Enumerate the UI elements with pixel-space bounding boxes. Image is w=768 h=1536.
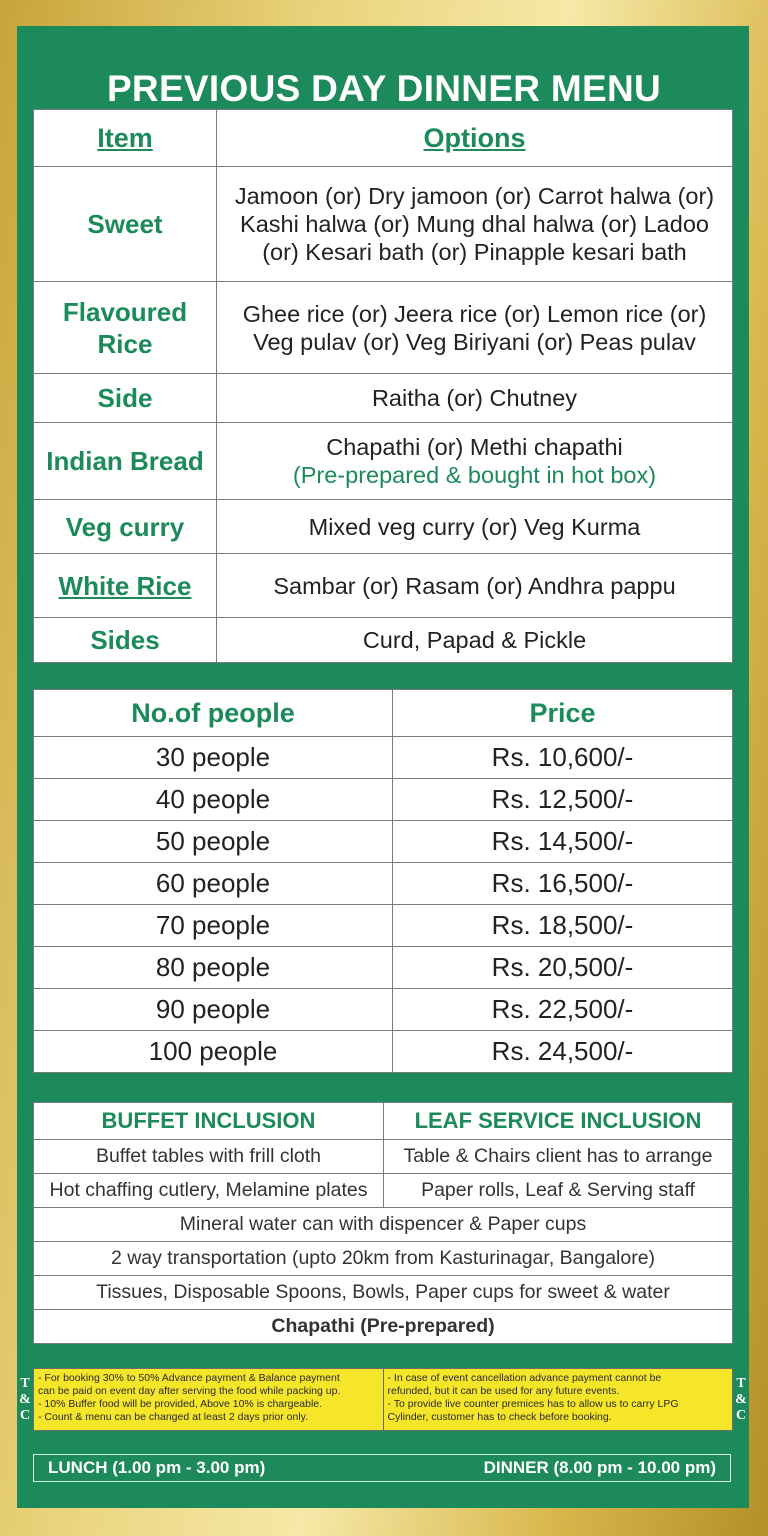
option-line: (or) Kesari bath (or) Pinapple kesari bath [262,239,687,265]
people-count: 30 people [34,737,393,779]
menu-row-veg-curry [34,500,733,554]
people-count: 40 people [34,779,393,821]
price-row [34,989,733,1031]
common-inclusion-item: Mineral water can with dispencer & Paper cups [34,1208,733,1242]
option-line: Kashi halwa (or) Mung dhal halwa (or) Ladoo [240,211,709,237]
inclusion-row [34,1140,733,1174]
terms-right-column [383,1369,733,1430]
terms-line: Cylinder, customer has to check before booking. [387,1411,612,1423]
menu-options: Raitha (or) Chutney [217,374,733,423]
terms-line: - 10% Buffer food will be provided, Above 10% is chargeable. [38,1398,323,1410]
lunch-timing: LUNCH (1.00 pm - 3.00 pm) [48,1458,266,1477]
people-count: 100 people [34,1031,393,1073]
inclusion-row [34,1174,733,1208]
terms-label-char: C [19,1408,31,1423]
terms-label-char: C [735,1408,747,1423]
price-header-price: Price [393,690,733,737]
menu-item-line: Rice [97,328,153,359]
terms-label-left [18,1376,32,1424]
price-header-people: No.of people [34,690,393,737]
option-line: Veg pulav (or) Veg Biriyani (or) Peas pulav [253,328,696,355]
menu-table [33,109,733,663]
terms-line: refunded, but it can be used for any future events. [387,1385,620,1397]
price-row [34,863,733,905]
menu-header-options: Options [217,110,733,167]
option-note: (Pre-prepared & bought in hot box) [292,462,657,488]
menu-options [217,423,733,500]
price-table [33,689,733,1073]
price-value: Rs. 16,500/- [393,863,733,905]
price-row [34,905,733,947]
terms-label-char: & [735,1392,747,1407]
price-header-row [34,690,733,737]
terms-label-char: T [20,1376,30,1391]
menu-options: Curd, Papad & Pickle [217,618,733,663]
menu-row-side [34,374,733,423]
terms-line: - Count & menu can be changed at least 2 days prior only. [38,1411,309,1423]
terms-line: - To provide live counter premices has to allow us to carry LPG [387,1398,679,1410]
people-count: 80 people [34,947,393,989]
common-inclusion-item: Tissues, Disposable Spoons, Bowls, Paper cups for sweet & water [34,1276,733,1310]
leaf-inclusion-item: Table & Chairs client has to arrange [384,1140,733,1174]
menu-options [217,167,733,282]
menu-row-sides [34,618,733,663]
inclusion-footer: Chapathi (Pre-prepared) [34,1310,733,1344]
menu-header-row [34,110,733,167]
price-row [34,737,733,779]
leaf-inclusion-header: LEAF SERVICE INCLUSION [384,1103,733,1140]
price-value: Rs. 20,500/- [393,947,733,989]
people-count: 60 people [34,863,393,905]
menu-row-flavoured-rice [34,282,733,374]
option-line: Ghee rice (or) Jeera rice (or) Lemon rice (or) [242,300,707,327]
price-value: Rs. 10,600/- [393,737,733,779]
menu-item: Sides [34,618,217,663]
leaf-inclusion-item: Paper rolls, Leaf & Serving staff [384,1174,733,1208]
menu-item-line: Flavoured [62,296,188,327]
inclusion-row [34,1242,733,1276]
dinner-timing: DINNER (8.00 pm - 10.00 pm) [483,1458,716,1477]
page-title: PREVIOUS DAY DINNER MENU [0,68,768,110]
menu-item: Indian Bread [34,423,217,500]
terms-line: - In case of event cancellation advance payment cannot be [387,1372,662,1384]
menu-item [34,282,217,374]
common-inclusion-item: 2 way transportation (upto 20km from Kasturinagar, Bangalore) [34,1242,733,1276]
price-row [34,821,733,863]
terms-label-char: T [736,1376,746,1391]
inclusion-row [34,1276,733,1310]
menu-options: Sambar (or) Rasam (or) Andhra pappu [217,554,733,618]
menu-item: Side [34,374,217,423]
timings-bar [33,1454,731,1482]
buffet-inclusion-item: Buffet tables with frill cloth [34,1140,384,1174]
menu-options: Mixed veg curry (or) Veg Kurma [217,500,733,554]
menu-header-item: Item [34,110,217,167]
people-count: 70 people [34,905,393,947]
price-value: Rs. 12,500/- [393,779,733,821]
option-line: Chapathi (or) Methi chapathi [326,434,623,460]
menu-item: Veg curry [34,500,217,554]
buffet-inclusion-header: BUFFET INCLUSION [34,1103,384,1140]
terms-line: can be paid on event day after serving the food while packing up. [38,1385,341,1397]
price-row [34,779,733,821]
inclusion-row [34,1310,733,1344]
terms-box [33,1368,733,1431]
terms-line: - For booking 30% to 50% Advance payment & Balance payment [38,1372,340,1384]
menu-row-indian-bread [34,423,733,500]
menu-row-white-rice [34,554,733,618]
buffet-inclusion-item: Hot chaffing cutlery, Melamine plates [34,1174,384,1208]
option-line: Jamoon (or) Dry jamoon (or) Carrot halwa (or) [234,183,715,209]
terms-label-right [734,1376,748,1424]
price-row [34,1031,733,1073]
people-count: 50 people [34,821,393,863]
menu-item: Sweet [34,167,217,282]
menu-item: White Rice [34,554,217,618]
price-value: Rs. 14,500/- [393,821,733,863]
price-value: Rs. 18,500/- [393,905,733,947]
terms-label-char: & [19,1392,31,1407]
price-value: Rs. 22,500/- [393,989,733,1031]
inclusion-header-row [34,1103,733,1140]
inclusion-row [34,1208,733,1242]
menu-options [217,282,733,374]
price-value: Rs. 24,500/- [393,1031,733,1073]
inclusion-table [33,1102,733,1344]
price-row [34,947,733,989]
terms-left-column [34,1369,383,1430]
people-count: 90 people [34,989,393,1031]
menu-row-sweet [34,167,733,282]
